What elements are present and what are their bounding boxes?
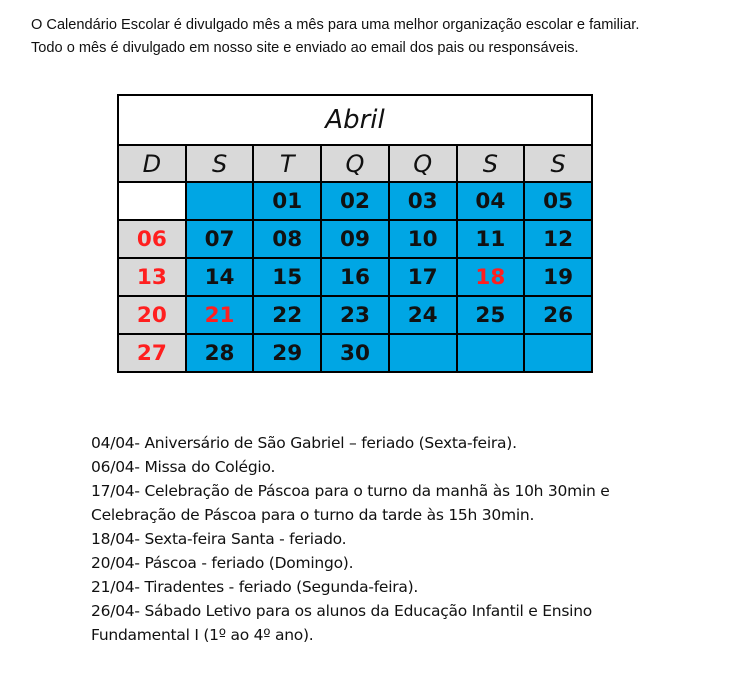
empty-day-cell [457,334,525,372]
day-cell: 21 [186,296,254,334]
week-row [118,296,592,334]
day-cell: 08 [253,220,321,258]
event-note-line: 04/04- Aniversário de São Gabriel – feriado (Sexta-feira). [91,434,517,452]
day-cell: 10 [389,220,457,258]
day-cell: 20 [118,296,186,334]
day-cell: 24 [389,296,457,334]
day-cell: 13 [118,258,186,296]
day-cell: 29 [253,334,321,372]
week-row [118,258,592,296]
week-row [118,182,592,220]
weekday-saturday: S [524,145,592,182]
intro-text [31,14,746,60]
event-note-line: Celebração de Páscoa para o turno da tarde às 15h 30min. [91,506,535,524]
weekday-monday: S [186,145,254,182]
intro-line-2: Todo o mês é divulgado em nosso site e enviado ao email dos pais ou responsáveis. [31,40,579,56]
day-cell: 14 [186,258,254,296]
day-cell: 27 [118,334,186,372]
empty-day-cell [118,182,186,220]
day-cell: 05 [524,182,592,220]
empty-day-cell [524,334,592,372]
day-cell: 04 [457,182,525,220]
event-note-line: 26/04- Sábado Letivo para os alunos da Educação Infantil e Ensino [91,602,593,620]
weekday-thursday: Q [389,145,457,182]
day-cell: 11 [457,220,525,258]
weekday-tuesday: T [253,145,321,182]
weekday-sunday: D [118,145,186,182]
day-cell: 30 [321,334,389,372]
month-title: Abril [118,95,592,145]
day-cell: 15 [253,258,321,296]
intro-line-1: O Calendário Escolar é divulgado mês a mês para uma melhor organização escolar e familiar. [31,17,640,33]
day-cell: 16 [321,258,389,296]
event-note-line: Fundamental I (1º ao 4º ano). [91,626,314,644]
event-note-line: 18/04- Sexta-feira Santa - feriado. [91,530,347,548]
day-cell: 26 [524,296,592,334]
empty-day-cell [389,334,457,372]
day-cell: 18 [457,258,525,296]
calendar-body [118,182,592,372]
day-cell: 28 [186,334,254,372]
weekday-friday: S [457,145,525,182]
day-cell: 12 [524,220,592,258]
day-cell: 02 [321,182,389,220]
day-cell: 23 [321,296,389,334]
day-cell: 19 [524,258,592,296]
weekday-wednesday: Q [321,145,389,182]
events-list [91,431,731,647]
day-cell: 09 [321,220,389,258]
day-cell: 22 [253,296,321,334]
event-note-line: 17/04- Celebração de Páscoa para o turno da manhã às 10h 30min e [91,482,610,500]
week-row [118,220,592,258]
day-cell: 25 [457,296,525,334]
day-cell: 01 [253,182,321,220]
event-note-line: 20/04- Páscoa - feriado (Domingo). [91,554,354,572]
weekday-header-row [118,145,592,182]
week-row [118,334,592,372]
day-cell: 07 [186,220,254,258]
calendar-table [117,94,593,373]
day-cell: 17 [389,258,457,296]
event-note-line: 21/04- Tiradentes - feriado (Segunda-feira). [91,578,419,596]
day-cell: 03 [389,182,457,220]
day-cell: 06 [118,220,186,258]
empty-day-cell [186,182,254,220]
event-note-line: 06/04- Missa do Colégio. [91,458,276,476]
